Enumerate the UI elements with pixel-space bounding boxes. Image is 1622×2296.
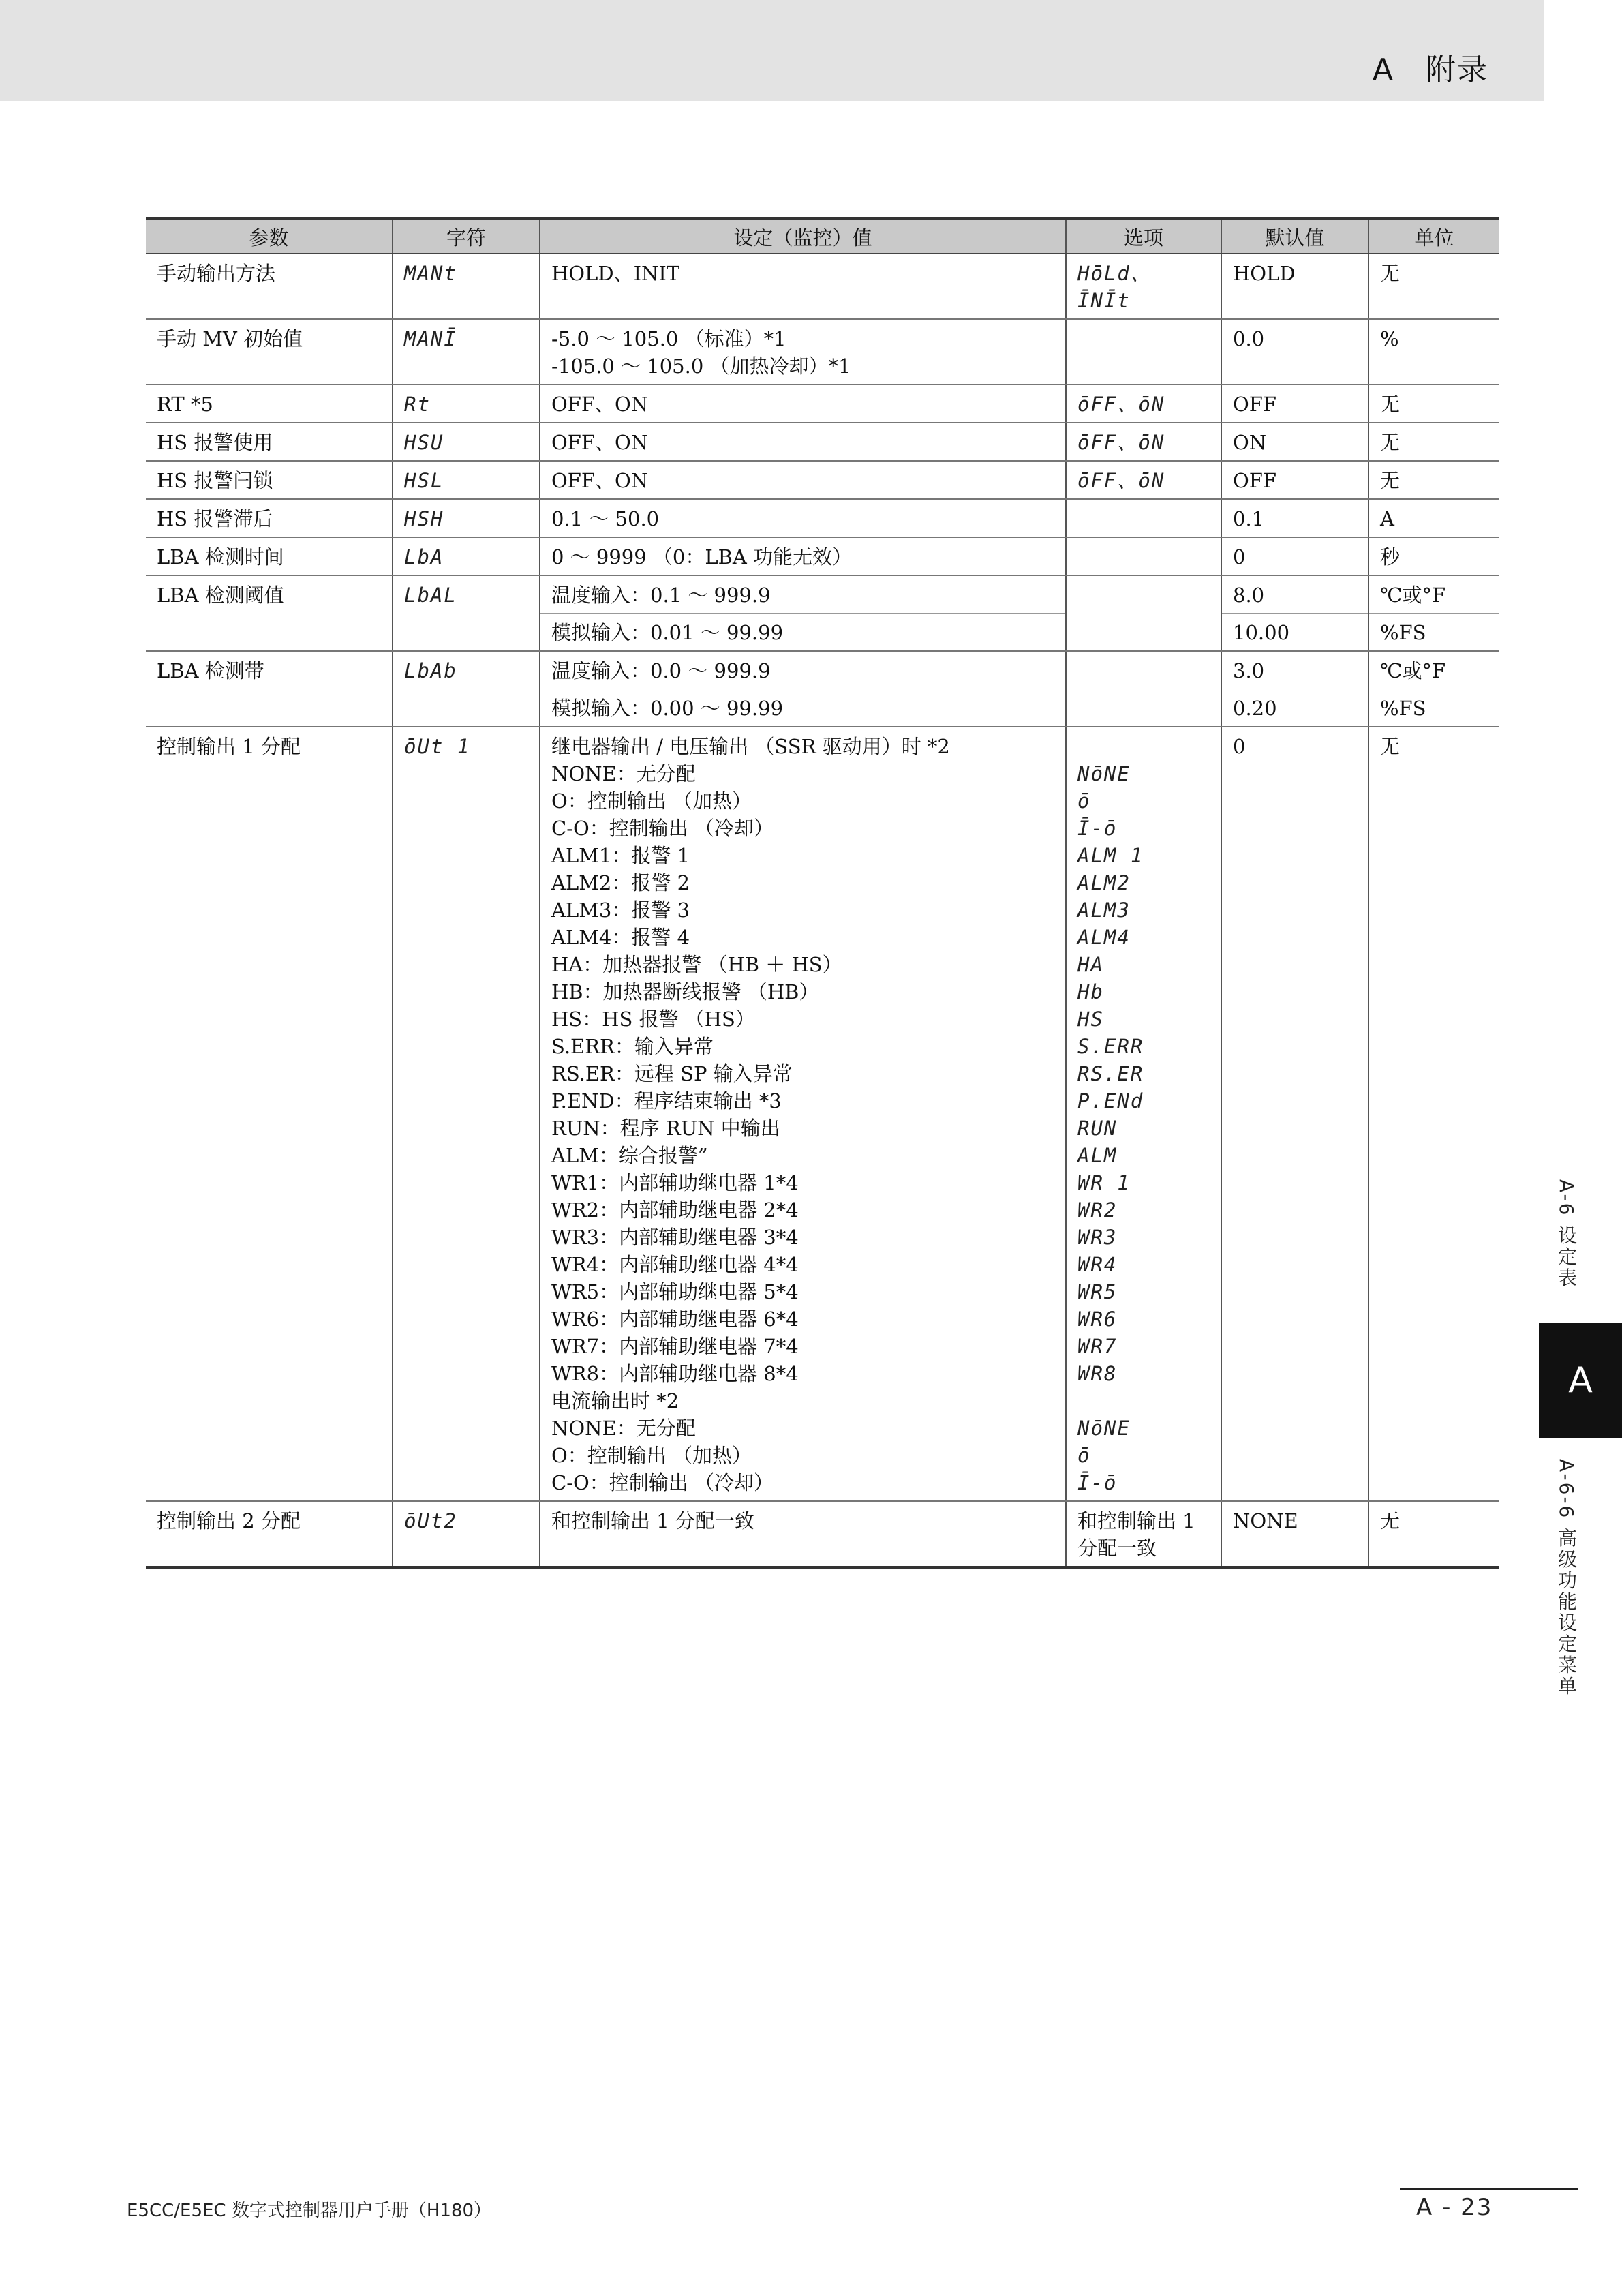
option-line: RUN bbox=[1077, 1117, 1118, 1140]
option-line bbox=[1077, 1387, 1212, 1415]
default-cell: 10.00 bbox=[1221, 614, 1368, 652]
option-line: ALM2 bbox=[1077, 871, 1131, 894]
unit-cell: ℃或°F bbox=[1368, 651, 1499, 689]
value-line: -5.0 ～ 105.0 （标准）*1 bbox=[551, 327, 786, 350]
option-line: RS.ER bbox=[1077, 1062, 1144, 1085]
param-cell: LBA 检测阈值 bbox=[146, 575, 393, 651]
table-header-row bbox=[146, 219, 1499, 254]
param-cell: 控制输出 1 分配 bbox=[146, 727, 393, 1501]
table-row bbox=[146, 461, 1499, 499]
option-line: WR6 bbox=[1077, 1308, 1118, 1331]
option-line: WR5 bbox=[1077, 1280, 1118, 1303]
value-cell: 和控制输出 1 分配一致 bbox=[540, 1501, 1066, 1567]
value-line: WR5：内部辅助继电器 5*4 bbox=[551, 1280, 799, 1303]
option-line: WR8 bbox=[1077, 1362, 1118, 1385]
value-cell: OFF、ON bbox=[540, 461, 1066, 499]
options-cell bbox=[1066, 575, 1221, 651]
header-param: 参数 bbox=[146, 219, 393, 254]
options-cell bbox=[1066, 727, 1221, 1501]
chars-cell: MANt bbox=[393, 254, 540, 319]
option-line: NōNE bbox=[1077, 762, 1131, 785]
unit-cell: 无 bbox=[1368, 254, 1499, 319]
value-cell bbox=[540, 727, 1066, 1501]
option-line: NōNE bbox=[1077, 1417, 1131, 1440]
value-line: ALM：综合报警” bbox=[551, 1144, 708, 1167]
default-cell: OFF bbox=[1221, 384, 1368, 423]
value-line: NONE：无分配 bbox=[551, 762, 696, 785]
footer-rule bbox=[1400, 2188, 1578, 2190]
header-default: 默认值 bbox=[1221, 219, 1368, 254]
chars-cell: ōUt 1 bbox=[393, 727, 540, 1501]
value-line: WR4：内部辅助继电器 4*4 bbox=[551, 1253, 799, 1276]
header-bar bbox=[0, 0, 1544, 101]
value-line: RS.ER：远程 SP 输入异常 bbox=[551, 1062, 793, 1085]
value-line: WR2：内部辅助继电器 2*4 bbox=[551, 1198, 799, 1222]
default-cell: 0.20 bbox=[1221, 689, 1368, 727]
unit-cell: 无 bbox=[1368, 461, 1499, 499]
option-line bbox=[1077, 733, 1212, 760]
param-cell: 手动 MV 初始值 bbox=[146, 319, 393, 384]
value-line: ALM2：报警 2 bbox=[551, 871, 690, 894]
option-line: ō bbox=[1077, 789, 1091, 813]
option-line: WR7 bbox=[1077, 1335, 1118, 1358]
unit-cell: 无 bbox=[1368, 1501, 1499, 1567]
footer-manual: E5CC/E5EC 数字式控制器用户手册（H180） bbox=[127, 2201, 492, 2221]
option-line: Hb bbox=[1077, 980, 1104, 1003]
unit-cell: 无 bbox=[1368, 384, 1499, 423]
chars-cell: ōUt2 bbox=[393, 1501, 540, 1567]
table-row bbox=[146, 384, 1499, 423]
option-line: ALM4 bbox=[1077, 926, 1131, 949]
unit-cell: A bbox=[1368, 499, 1499, 537]
value-line: WR1：内部辅助继电器 1*4 bbox=[551, 1171, 799, 1194]
default-cell: NONE bbox=[1221, 1501, 1368, 1567]
table-row bbox=[146, 575, 1499, 614]
value-cell: 温度输入：0.0 ～ 999.9 bbox=[540, 651, 1066, 689]
option-line: S.ERR bbox=[1077, 1035, 1144, 1058]
value-line: ALM3：报警 3 bbox=[551, 898, 690, 922]
option-line: Ī-ō bbox=[1077, 817, 1118, 840]
value-cell bbox=[540, 254, 1066, 319]
chars-cell: HSL bbox=[393, 461, 540, 499]
param-cell: HS 报警使用 bbox=[146, 423, 393, 461]
value-line: WR8：内部辅助继电器 8*4 bbox=[551, 1362, 799, 1385]
table-row bbox=[146, 254, 1499, 319]
default-cell: 0 bbox=[1221, 727, 1368, 1501]
chars-cell: LbAL bbox=[393, 575, 540, 651]
value-line: ALM4：报警 4 bbox=[551, 926, 690, 949]
options-cell bbox=[1066, 537, 1221, 575]
value-line: -105.0 ～ 105.0 （加热冷却）*1 bbox=[551, 354, 851, 378]
page-title: A 附录 bbox=[1372, 52, 1488, 87]
value-line: C-O：控制输出 （冷却） bbox=[551, 817, 774, 840]
header-chars: 字符 bbox=[393, 219, 540, 254]
value-line: HA：加热器报警 （HB ＋ HS） bbox=[551, 953, 842, 976]
side-tab: A bbox=[1539, 1323, 1622, 1438]
value-cell: 模拟输入：0.01 ～ 99.99 bbox=[540, 614, 1066, 652]
value-line: HS：HS 报警 （HS） bbox=[551, 1008, 755, 1031]
table-row bbox=[146, 423, 1499, 461]
value-line: WR3：内部辅助继电器 3*4 bbox=[551, 1226, 799, 1249]
unit-cell: %FS bbox=[1368, 614, 1499, 652]
options-cell: ōFF、ōN bbox=[1066, 384, 1221, 423]
value-cell: 模拟输入：0.00 ～ 99.99 bbox=[540, 689, 1066, 727]
value-line: HOLD、INIT bbox=[551, 262, 680, 285]
default-cell: OFF bbox=[1221, 461, 1368, 499]
side-subsection-label: A-6-6 高级功能设定菜单 bbox=[1555, 1459, 1578, 1697]
default-cell: ON bbox=[1221, 423, 1368, 461]
option-line: P.ENd bbox=[1077, 1089, 1144, 1113]
default-cell: 0.0 bbox=[1221, 319, 1368, 384]
option-line: 和控制输出 1 bbox=[1077, 1509, 1195, 1532]
table-row bbox=[146, 651, 1499, 689]
value-line: C-O：控制输出 （冷却） bbox=[551, 1471, 774, 1494]
table-row bbox=[146, 499, 1499, 537]
unit-cell: 无 bbox=[1368, 423, 1499, 461]
chars-cell: HSH bbox=[393, 499, 540, 537]
param-cell: LBA 检测带 bbox=[146, 651, 393, 727]
value-line: O：控制输出 （加热） bbox=[551, 1444, 752, 1467]
value-line: HB：加热器断线报警 （HB） bbox=[551, 980, 819, 1003]
option-line: Ī-ō bbox=[1077, 1471, 1118, 1494]
option-line: ō bbox=[1077, 1444, 1091, 1467]
option-line: ĪNĪt bbox=[1077, 289, 1131, 312]
param-cell: 控制输出 2 分配 bbox=[146, 1501, 393, 1567]
value-cell: 温度输入：0.1 ～ 999.9 bbox=[540, 575, 1066, 614]
options-cell bbox=[1066, 499, 1221, 537]
param-cell: HS 报警滞后 bbox=[146, 499, 393, 537]
option-line: WR2 bbox=[1077, 1198, 1118, 1222]
header-options: 选项 bbox=[1066, 219, 1221, 254]
table-row bbox=[146, 319, 1499, 384]
value-line: WR7：内部辅助继电器 7*4 bbox=[551, 1335, 799, 1358]
value-cell: OFF、ON bbox=[540, 423, 1066, 461]
chars-cell: LbA bbox=[393, 537, 540, 575]
value-cell: OFF、ON bbox=[540, 384, 1066, 423]
default-cell: 0 bbox=[1221, 537, 1368, 575]
options-cell bbox=[1066, 319, 1221, 384]
table-row bbox=[146, 727, 1499, 1501]
chars-cell: HSU bbox=[393, 423, 540, 461]
side-section-label: A-6 设定表 bbox=[1555, 1179, 1578, 1289]
unit-cell: 秒 bbox=[1368, 537, 1499, 575]
value-line: 继电器输出 / 电压输出 （SSR 驱动用）时 *2 bbox=[551, 735, 950, 758]
unit-cell: 无 bbox=[1368, 727, 1499, 1501]
value-line: NONE：无分配 bbox=[551, 1417, 696, 1440]
value-line: 电流输出时 *2 bbox=[551, 1389, 679, 1413]
value-line: O：控制输出 （加热） bbox=[551, 789, 752, 813]
default-cell: 8.0 bbox=[1221, 575, 1368, 614]
options-cell bbox=[1066, 254, 1221, 319]
header-value: 设定（监控）值 bbox=[540, 219, 1066, 254]
options-cell: ōFF、ōN bbox=[1066, 461, 1221, 499]
param-cell: LBA 检测时间 bbox=[146, 537, 393, 575]
option-line: ALM bbox=[1077, 1144, 1118, 1167]
chars-cell: LbAb bbox=[393, 651, 540, 727]
options-cell: ōFF、ōN bbox=[1066, 423, 1221, 461]
options-cell bbox=[1066, 1501, 1221, 1567]
option-line: HS bbox=[1077, 1008, 1104, 1031]
option-line: HōLd、 bbox=[1077, 262, 1152, 285]
chars-cell: Rt bbox=[393, 384, 540, 423]
value-line: S.ERR：输入异常 bbox=[551, 1035, 714, 1058]
unit-cell: %FS bbox=[1368, 689, 1499, 727]
option-line: WR 1 bbox=[1077, 1171, 1131, 1194]
option-line: WR4 bbox=[1077, 1253, 1118, 1276]
settings-table bbox=[146, 217, 1499, 1569]
default-cell: HOLD bbox=[1221, 254, 1368, 319]
option-line: ALM 1 bbox=[1077, 844, 1144, 867]
unit-cell: ℃或°F bbox=[1368, 575, 1499, 614]
option-line: ALM3 bbox=[1077, 898, 1131, 922]
value-line: RUN：程序 RUN 中输出 bbox=[551, 1117, 780, 1140]
param-cell: RT *5 bbox=[146, 384, 393, 423]
value-cell: 0 ～ 9999 （0：LBA 功能无效） bbox=[540, 537, 1066, 575]
default-cell: 3.0 bbox=[1221, 651, 1368, 689]
value-cell: 0.1 ～ 50.0 bbox=[540, 499, 1066, 537]
default-cell: 0.1 bbox=[1221, 499, 1368, 537]
param-cell: 手动输出方法 bbox=[146, 254, 393, 319]
table-row bbox=[146, 537, 1499, 575]
value-line: ALM1：报警 1 bbox=[551, 844, 690, 867]
value-cell bbox=[540, 319, 1066, 384]
chars-cell: MANĪ bbox=[393, 319, 540, 384]
table-row bbox=[146, 1501, 1499, 1567]
option-line: 分配一致 bbox=[1077, 1537, 1157, 1560]
param-cell: HS 报警闩锁 bbox=[146, 461, 393, 499]
unit-cell: % bbox=[1368, 319, 1499, 384]
options-cell bbox=[1066, 651, 1221, 727]
value-line: WR6：内部辅助继电器 6*4 bbox=[551, 1308, 799, 1331]
value-line: P.END：程序结束输出 *3 bbox=[551, 1089, 782, 1113]
header-unit: 单位 bbox=[1368, 219, 1499, 254]
page-number: A - 23 bbox=[1416, 2194, 1493, 2221]
option-line: WR3 bbox=[1077, 1226, 1118, 1249]
option-line: HA bbox=[1077, 953, 1104, 976]
